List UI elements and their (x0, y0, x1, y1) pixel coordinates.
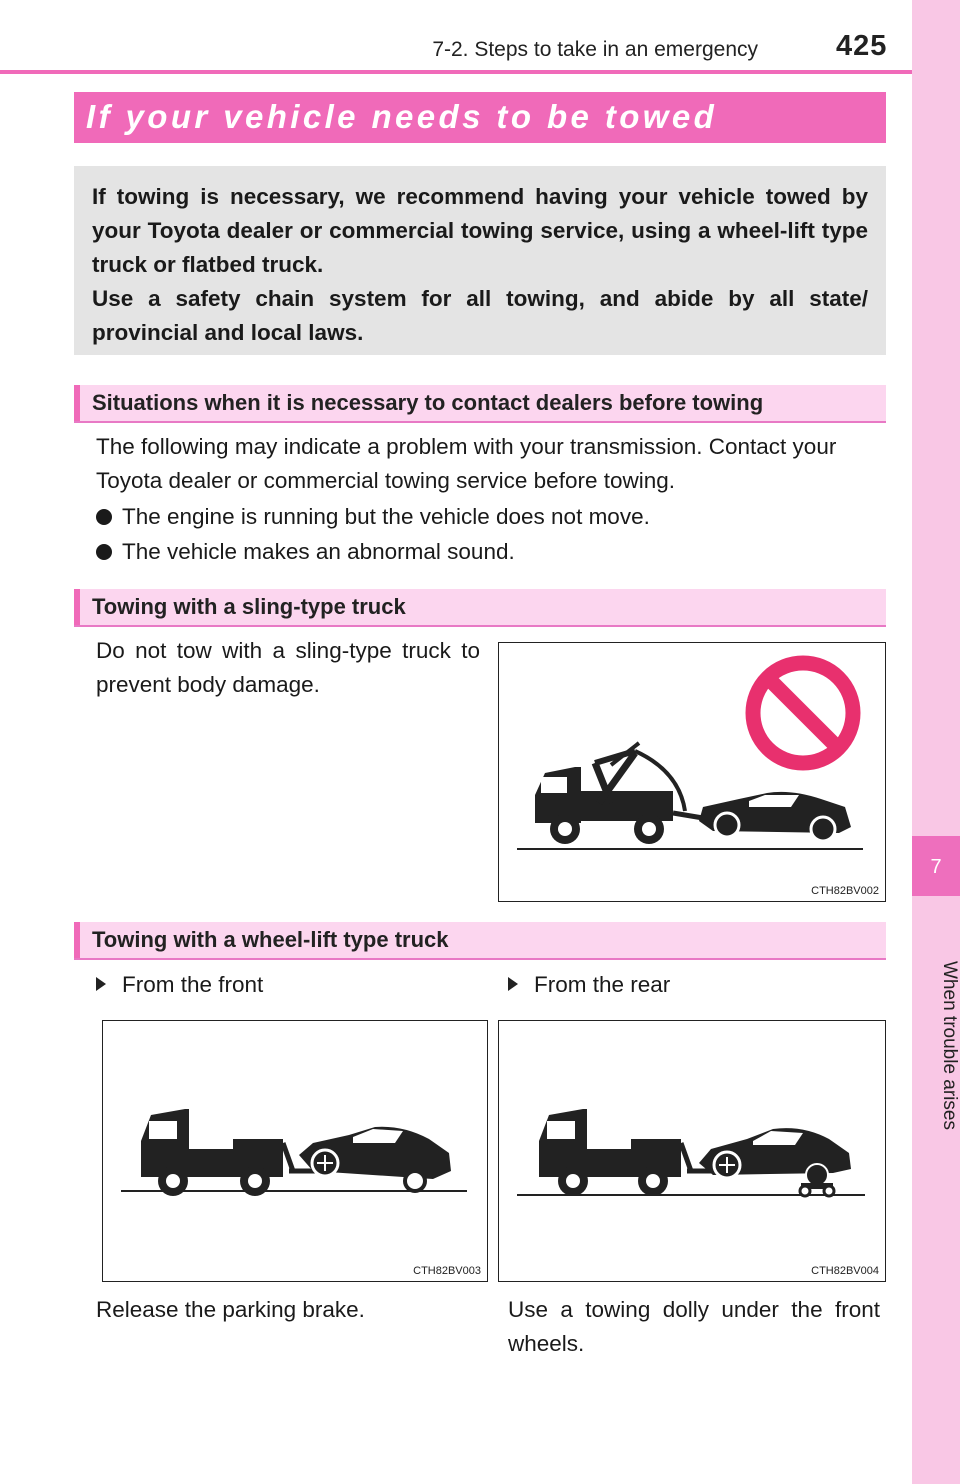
page-number: 425 (836, 30, 888, 62)
subhead-wheel-lift (74, 922, 886, 960)
section1-intro: The following may indicate a problem with your transmission. Contact your Toyota dealer or commercial towing service before towing. (96, 434, 837, 493)
list-item (96, 535, 886, 569)
summary-box (74, 166, 886, 355)
subhead-sling-type-text: Towing with a sling-type truck (92, 594, 406, 619)
bullet-text: The vehicle makes an abnormal sound. (122, 539, 515, 564)
from-front-text: From the front (122, 972, 264, 997)
wheel-lift-front-illustration (103, 1021, 486, 1280)
list-item (96, 500, 886, 534)
chapter-number: 7 (930, 856, 942, 878)
from-rear-text: From the rear (534, 972, 671, 997)
from-rear-label (508, 972, 670, 998)
arrow-marker-icon (508, 977, 518, 991)
sling-truck-illustration (499, 643, 884, 900)
bullet-icon (96, 544, 112, 560)
rear-caption: Use a towing dolly under the front wheels. (508, 1297, 880, 1356)
sling-type-text: Do not tow with a sling-type truck to prevent body damage. (96, 638, 480, 697)
chapter-side-tab (912, 0, 960, 1484)
subhead-contact-dealers-text: Situations when it is necessary to contact dealers before towing (92, 390, 764, 415)
front-caption: Release the parking brake. (96, 1297, 365, 1322)
figure-code: CTH82BV004 (811, 1265, 879, 1277)
bullet-text: The engine is running but the vehicle does not move. (122, 504, 650, 529)
chapter-title: When trouble arises (939, 960, 960, 1130)
from-front-label (96, 972, 263, 998)
summary-paragraph-1: If towing is necessary, we recommend having your vehicle towed by your Toyota dealer or commercial towing service, using a wheel-lift type truck or flatbed truck. (92, 184, 868, 277)
arrow-marker-icon (96, 977, 106, 991)
wheel-lift-front-figure (102, 1020, 488, 1282)
figure-code: CTH82BV003 (413, 1265, 481, 1277)
sling-truck-figure (498, 642, 886, 902)
subhead-wheel-lift-text: Towing with a wheel-lift type truck (92, 927, 449, 952)
header-rule (0, 70, 912, 74)
subhead-sling-type (74, 589, 886, 627)
bullet-icon (96, 509, 112, 525)
figure-code: CTH82BV002 (811, 885, 879, 897)
wheel-lift-rear-illustration (499, 1021, 884, 1280)
wheel-lift-rear-figure (498, 1020, 886, 1282)
page-title: If your vehicle needs to be towed (86, 98, 718, 135)
subhead-contact-dealers (74, 385, 886, 423)
section-reference: 7-2. Steps to take in an emergency (432, 38, 758, 61)
summary-paragraph-2: Use a safety chain system for all towing, and abide by all state/ provincial and local laws. (92, 286, 868, 345)
